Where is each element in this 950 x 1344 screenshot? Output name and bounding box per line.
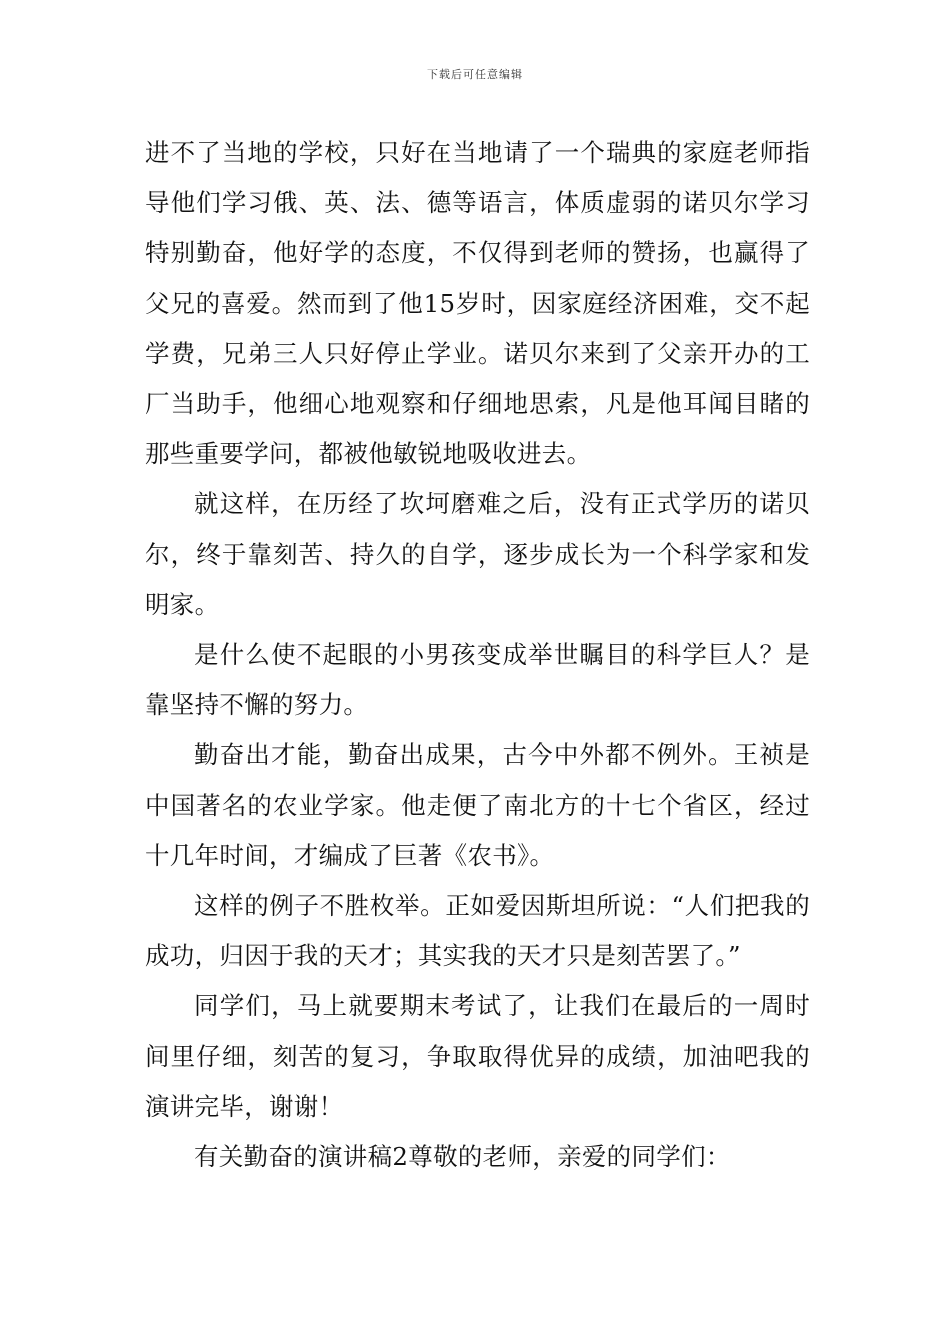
page-header-note: 下载后可任意编辑 — [427, 68, 523, 81]
paragraph-5: 这样的例子不胜枚举。正如爱因斯坦所说：“人们把我的成功，归因于我的天才；其实我的天才只是刻苦罢了。” — [145, 891, 810, 971]
paragraph-6: 同学们，马上就要期末考试了，让我们在最后的一周时间里仔细，刻苦的复习，争取取得优异的成绩，加油吧我的演讲完毕，谢谢！ — [145, 991, 810, 1121]
paragraph-4: 勤奋出才能，勤奋出成果，古今中外都不例外。王祯是中国著名的农业学家。他走便了南北方的十七个省区，经过十几年时间，才编成了巨著《农书》。 — [145, 740, 810, 870]
paragraph-3: 是什么使不起眼的小男孩变成举世瞩目的科学巨人？是靠坚持不懈的努力。 — [145, 640, 810, 720]
paragraph-2: 就这样，在历经了坎坷磨难之后，没有正式学历的诺贝尔，终于靠刻苦、持久的自学，逐步成长为一个科学家和发明家。 — [145, 489, 810, 619]
paragraph-1: 进不了当地的学校，只好在当地请了一个瑞典的家庭老师指导他们学习俄、英、法、德等语言，体质虚弱的诺贝尔学习特别勤奋，他好学的态度，不仅得到老师的赞扬，也赢得了父兄的喜爱。然而到了他15岁时，因家庭经济困难，交不起学费，兄弟三人只好停止学业。诺贝尔来到了父亲开办的工厂当助手，他细心地观察和仔细地思索，凡是他耳闻目睹的那些重要学问，都被他敏锐地吸收进去。 — [145, 138, 810, 469]
paragraph-7: 有关勤奋的演讲稿2尊敬的老师，亲爱的同学们： — [194, 1142, 731, 1172]
document-body — [145, 128, 810, 1182]
